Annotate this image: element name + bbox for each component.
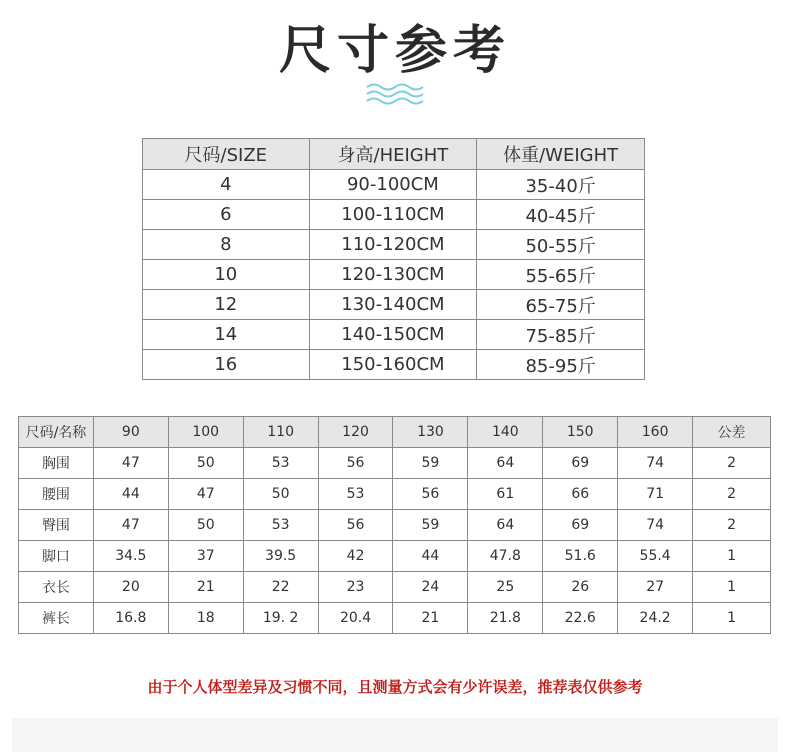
- column-header: 160: [618, 417, 693, 448]
- table-cell: 2: [693, 479, 771, 510]
- table-cell: 44: [393, 541, 468, 572]
- table-cell: 51.6: [543, 541, 618, 572]
- table-cell: 37: [168, 541, 243, 572]
- table-cell: 27: [618, 572, 693, 603]
- table-cell: 21: [393, 603, 468, 634]
- table-cell: 64: [468, 448, 543, 479]
- measurement-table-row: [19, 541, 771, 572]
- measurement-table-row: [19, 510, 771, 541]
- table-cell: 1: [693, 603, 771, 634]
- table-cell: 64: [468, 510, 543, 541]
- table-cell: 75-85斤: [477, 320, 645, 350]
- table-cell: 2: [693, 510, 771, 541]
- table-cell: 53: [318, 479, 393, 510]
- table-cell: 39.5: [243, 541, 318, 572]
- column-header: 150: [543, 417, 618, 448]
- table-cell: 18: [168, 603, 243, 634]
- table-cell: 65-75斤: [477, 290, 645, 320]
- table-cell: 90-100CM: [309, 170, 477, 200]
- table-cell: 53: [243, 510, 318, 541]
- table-cell: 50-55斤: [477, 230, 645, 260]
- table-cell: 150-160CM: [309, 350, 477, 380]
- table-cell: 19. 2: [243, 603, 318, 634]
- table-cell: 47.8: [468, 541, 543, 572]
- table-cell: 100-110CM: [309, 200, 477, 230]
- table-cell: 胸围: [19, 448, 94, 479]
- column-header: 110: [243, 417, 318, 448]
- table-cell: 140-150CM: [309, 320, 477, 350]
- table-cell: 25: [468, 572, 543, 603]
- table-cell: 50: [168, 510, 243, 541]
- table-cell: 56: [318, 448, 393, 479]
- table-cell: 24.2: [618, 603, 693, 634]
- table-cell: 4: [143, 170, 310, 200]
- size-table-row: [143, 200, 645, 230]
- table-cell: 56: [318, 510, 393, 541]
- bottom-divider: [12, 718, 778, 752]
- column-header: 90: [93, 417, 168, 448]
- column-header: 140: [468, 417, 543, 448]
- table-cell: 14: [143, 320, 310, 350]
- column-header: 130: [393, 417, 468, 448]
- table-cell: 21: [168, 572, 243, 603]
- table-cell: 47: [168, 479, 243, 510]
- table-cell: 衣长: [19, 572, 94, 603]
- table-cell: 12: [143, 290, 310, 320]
- size-table-row: [143, 260, 645, 290]
- disclaimer-note: 由于个人体型差异及习惯不同，且测量方式会有少许误差，推荐表仅供参考: [147, 678, 643, 696]
- table-cell: 50: [243, 479, 318, 510]
- table-cell: 1: [693, 541, 771, 572]
- table-cell: 24: [393, 572, 468, 603]
- table-cell: 69: [543, 448, 618, 479]
- table-cell: 1: [693, 572, 771, 603]
- size-reference-table: [142, 138, 645, 380]
- table-cell: 74: [618, 448, 693, 479]
- table-cell: 34.5: [93, 541, 168, 572]
- table-cell: 55-65斤: [477, 260, 645, 290]
- table-cell: 臀围: [19, 510, 94, 541]
- table-cell: 16.8: [93, 603, 168, 634]
- table-cell: 47: [93, 448, 168, 479]
- table-cell: 69: [543, 510, 618, 541]
- table-cell: 40-45斤: [477, 200, 645, 230]
- table-cell: 脚口: [19, 541, 94, 572]
- size-table-row: [143, 170, 645, 200]
- size-table-row: [143, 350, 645, 380]
- table-cell: 71: [618, 479, 693, 510]
- table-cell: 腰围: [19, 479, 94, 510]
- table-cell: 20: [93, 572, 168, 603]
- column-header: 身高/HEIGHT: [309, 139, 477, 170]
- table-cell: 裤长: [19, 603, 94, 634]
- size-table-row: [143, 290, 645, 320]
- size-table-header-row: [143, 139, 645, 170]
- table-cell: 110-120CM: [309, 230, 477, 260]
- measurement-table-row: [19, 603, 771, 634]
- table-cell: 130-140CM: [309, 290, 477, 320]
- table-cell: 42: [318, 541, 393, 572]
- column-header: 尺码/SIZE: [143, 139, 310, 170]
- table-cell: 56: [393, 479, 468, 510]
- table-cell: 59: [393, 448, 468, 479]
- measurement-table-row: [19, 479, 771, 510]
- table-cell: 22.6: [543, 603, 618, 634]
- table-cell: 8: [143, 230, 310, 260]
- table-cell: 10: [143, 260, 310, 290]
- column-header: 120: [318, 417, 393, 448]
- table-cell: 53: [243, 448, 318, 479]
- size-table-row: [143, 320, 645, 350]
- table-cell: 20.4: [318, 603, 393, 634]
- table-cell: 6: [143, 200, 310, 230]
- table-cell: 85-95斤: [477, 350, 645, 380]
- table-cell: 23: [318, 572, 393, 603]
- wave-decoration-icon: [365, 82, 427, 106]
- table-cell: 120-130CM: [309, 260, 477, 290]
- page-title: 尺寸参考: [278, 21, 511, 81]
- table-cell: 74: [618, 510, 693, 541]
- size-table-row: [143, 230, 645, 260]
- table-cell: 55.4: [618, 541, 693, 572]
- table-cell: 35-40斤: [477, 170, 645, 200]
- table-cell: 16: [143, 350, 310, 380]
- measurement-table-row: [19, 448, 771, 479]
- table-cell: 22: [243, 572, 318, 603]
- column-header: 100: [168, 417, 243, 448]
- table-cell: 66: [543, 479, 618, 510]
- measurement-table-header-row: [19, 417, 771, 448]
- table-cell: 47: [93, 510, 168, 541]
- table-cell: 2: [693, 448, 771, 479]
- measurement-table: [18, 416, 771, 634]
- table-cell: 50: [168, 448, 243, 479]
- column-header: 公差: [693, 417, 771, 448]
- table-cell: 61: [468, 479, 543, 510]
- table-cell: 59: [393, 510, 468, 541]
- column-header: 体重/WEIGHT: [477, 139, 645, 170]
- measurement-table-row: [19, 572, 771, 603]
- column-header: 尺码/名称: [19, 417, 94, 448]
- table-cell: 26: [543, 572, 618, 603]
- size-table-body: [143, 170, 645, 380]
- table-cell: 21.8: [468, 603, 543, 634]
- table-cell: 44: [93, 479, 168, 510]
- measurement-table-body: [19, 448, 771, 634]
